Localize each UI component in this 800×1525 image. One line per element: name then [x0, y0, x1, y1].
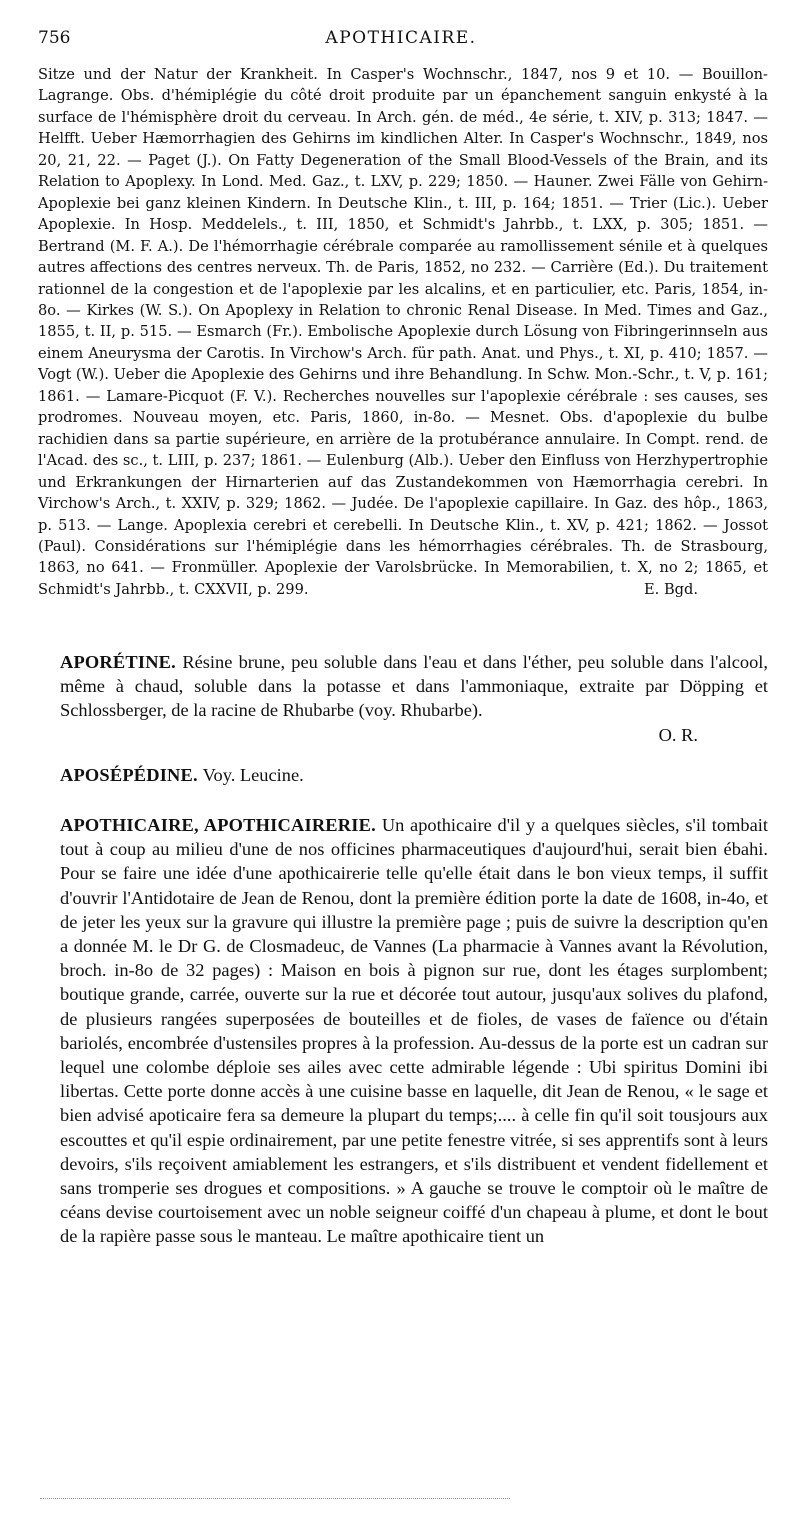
- entry-apothicaire: [60, 813, 768, 1249]
- entry-text: Résine brune, peu soluble dans l'eau et dans l'éther, peu soluble dans l'alcool, même à chaud, soluble dans la potasse et dans l'ammoniaque, extraite par Döpping et Schlossberger, de la racine de Rhubarbe (voy. Rhubarbe).: [60, 652, 768, 721]
- entry-text: Un apothicaire d'il y a quelques siècles, s'il tombait tout à coup au milieu d'une de nos officines pharmaceutiques d'aujourd'hui, serait bien ébahi. Pour se faire une idée d'une apothicairerie telle qu'elle était dans le bon vieux temps, il suffit d'ouvrir l'Antidotaire de Jean de Renou, dont la première édition porte la date de 1608, in-4o, et de jeter les yeux sur la gravure qui illustre la première page ; puis de suivre la description qu'en a donnée M. le Dr G. de Closmadeuc, de Vannes (La pharmacie à Vannes avant la Révolution, broch. in-8o de 32 pages) : Maison en bois à pignon sur rue, dont les étages surplombent; boutique grande, carrée, ouverte sur la rue et décorée tout autour, jusqu'aux solives du plafond, de plusieurs rangées superposées de bouteilles et de fioles, de vases de faïence ou d'étain bariolés, encombrée d'ustensiles propres à la profession. Au-dessus de la porte est un cadran sur lequel une colombe déploie ses ailes avec cette admirable légende : Ubi spiritus Domini ibi libertas. Cette porte donne accès à une cuisine basse en laquelle, dit Jean de Renou, « le sage et bien advisé apoticaire fera sa demeure la plupart du temps;.... à celle fin qu'il soit tousjours aux escouttes et qu'il espie ordinairement, par une petite fenestre vitrée, si ses apprentifs sont à leurs devoirs, s'ils reçoivent amiablement les estrangers, et s'ils distribuent et vendent fidellement et sans tromperie ses drogues et compositions. » A gauche se trouve le comptoir où le maître de céans devise courtoisement avec un noble seigneur coiffé d'un chapeau à plume, et dont le bout de la rapière passe sous le manteau. Le maître apothicaire tient un: [60, 815, 768, 1247]
- page-number: 756: [38, 28, 71, 48]
- entry-text: Voy. Leucine.: [202, 765, 304, 785]
- bibliography-block: [38, 64, 768, 600]
- entry-headword: APOSÉPÉDINE.: [60, 765, 203, 785]
- page-header: [38, 28, 764, 52]
- entry-aporetine: [60, 650, 768, 747]
- bibliography-signature: E. Bgd.: [644, 580, 698, 598]
- footer-rule: [40, 1498, 510, 1499]
- bibliography-text: Sitze und der Natur der Krankheit. In Casper's Wochnschr., 1847, nos 9 et 10. — Bouillon-Lagrange. Obs. d'hémiplégie du côté droit produite par un épanchement sanguin enkysté à la surface de l'hémisphère droit du cerveau. In Arch. gén. de méd., 4e série, t. XIV, p. 313; 1847. — Helfft. Ueber Hæmorrhagien des Gehirns im kindlichen Alter. In Casper's Wochnschr., 1849, nos 20, 21, 22. — Paget (J.). On Fatty Degeneration of the Small Blood-Vessels of the Brain, and its Relation to Apoplexy. In Lond. Med. Gaz., t. LXV, p. 229; 1850. — Hauner. Zwei Fälle von Gehirn-Apoplexie bei ganz kleinen Kindern. In Deutsche Klin., t. III, p. 164; 1851. — Trier (Lic.). Ueber Apoplexie. In Hosp. Meddelels., t. III, 1850, et Schmidt's Jahrbb., t. LXX, p. 305; 1851. — Bertrand (M. F. A.). De l'hémorrhagie cérébrale comparée au ramollissement sénile et à quelques autres affections des centres nerveux. Th. de Paris, 1852, no 232. — Carrière (Ed.). Du traitement rationnel de la congestion et de l'apoplexie par les alcalins, et en particulier, etc. Paris, 1854, in-8o. — Kirkes (W. S.). On Apoplexy in Relation to chronic Renal Disease. In Med. Times and Gaz., 1855, t. II, p. 515. — Esmarch (Fr.). Embolische Apoplexie durch Lösung von Fibringerinnseln aus einem Aneurysma der Carotis. In Virchow's Arch. für path. Anat. und Phys., t. XI, p. 410; 1857. — Vogt (W.). Ueber die Apoplexie des Gehirns und ihre Behandlung. In Schw. Mon.-Schr., t. V, p. 161; 1861. — Lamare-Picquot (F. V.). Recherches nouvelles sur l'apoplexie cérébrale : ses causes, ses prodromes. Nouveau moyen, etc. Paris, 1860, in-8o. — Mesnet. Obs. d'apoplexie du bulbe rachidien dans sa partie supérieure, en arrière de la protubérance annulaire. In Compt. rend. de l'Acad. des sc., t. LIII, p. 237; 1861. — Eulenburg (Alb.). Ueber den Einfluss von Herzhypertrophie und Erkrankungen der Hirnarterien auf das Zustandekommen von Hæmorrhagia cerebri. In Virchow's Arch., t. XXIV, p. 329; 1862. — Judée. De l'apoplexie capillaire. In Gaz. des hôp., 1863, p. 513. — Lange. Apoplexia cerebri et cerebelli. In Deutsche Klin., t. XV, p. 421; 1862. — Jossot (Paul). Considérations sur l'hémiplégie dans les hémorrhagies cérébrales. Th. de Strasbourg, 1863, no 641. — Fronmüller. Apoplexie der Varolsbrücke. In Memorabilien, t. X, no 2; 1865, et Schmidt's Jahrbb., t. CXXVII, p. 299.: [38, 66, 769, 598]
- entry-signature: O. R.: [658, 724, 698, 745]
- running-head: APOTHICAIRE.: [325, 28, 477, 48]
- entry-headword: APORÉTINE.: [60, 652, 183, 672]
- entry-aposepedine: [60, 763, 768, 787]
- entry-headword: APOTHICAIRE, APOTHICAIRERIE.: [60, 815, 382, 835]
